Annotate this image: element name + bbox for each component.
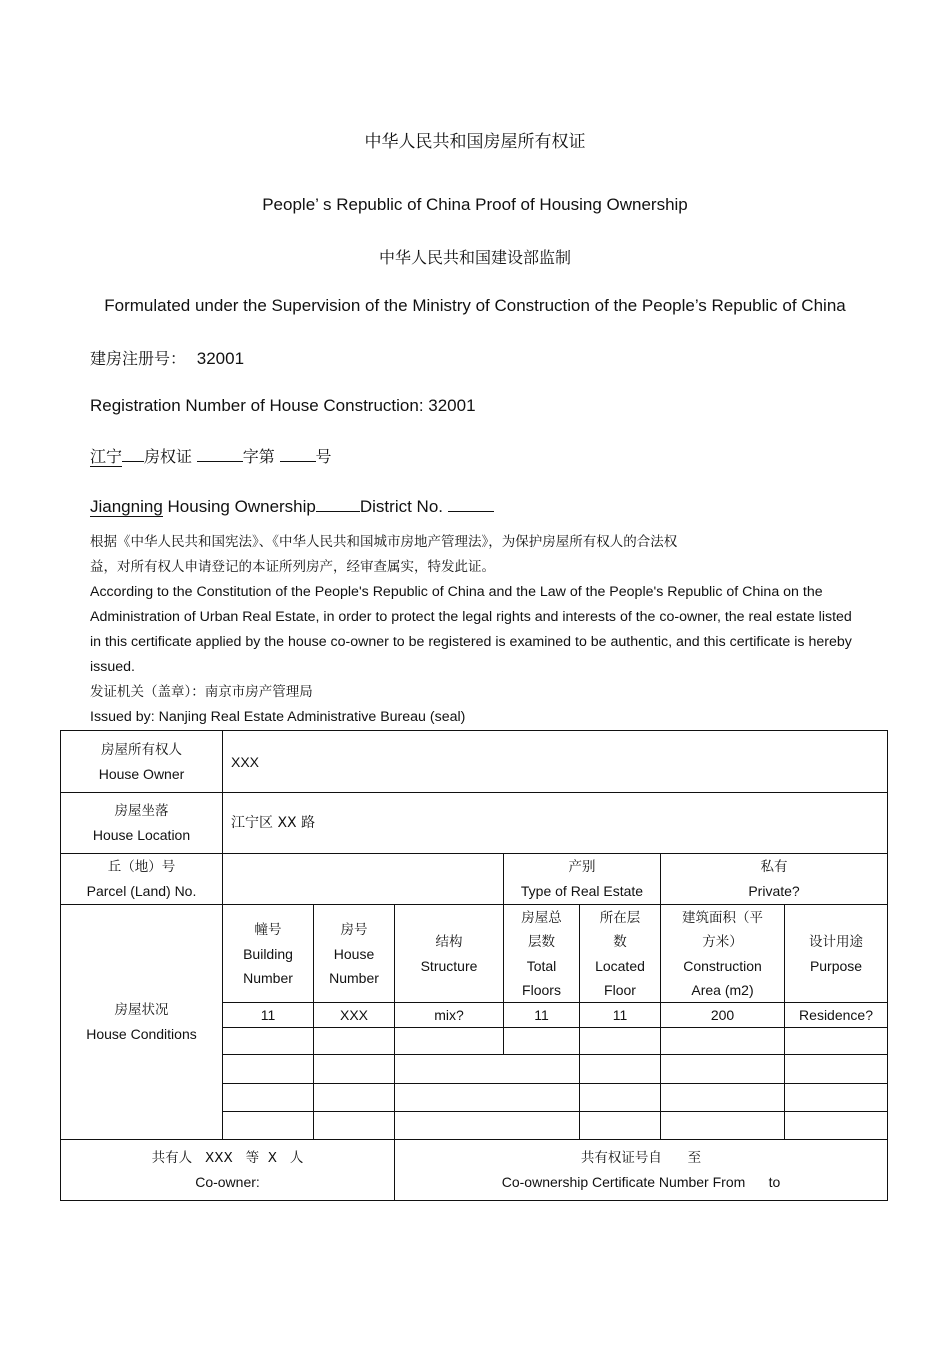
- header-building: [223, 905, 314, 1003]
- blank-line: [316, 495, 360, 512]
- header-purpose-en: Purpose: [809, 957, 863, 974]
- header-house-cn: 房号: [340, 921, 368, 938]
- header-structure-en: Structure: [420, 957, 478, 974]
- location-label-cn: 房屋坐落: [114, 803, 169, 819]
- empty-cell: [223, 1028, 314, 1055]
- empty-cell: [314, 1084, 395, 1112]
- location-value: 江宁区 XX 路: [223, 793, 888, 854]
- cell-located-floor: 11: [580, 1003, 661, 1028]
- header-building-en2: Number: [243, 969, 293, 986]
- zi-di-cn: 字第: [242, 447, 275, 466]
- blank-line: [122, 445, 144, 462]
- title-english: People’ s Republic of China Proof of Housing Ownership: [262, 195, 688, 214]
- empty-cell: [314, 1112, 395, 1140]
- private-cn: 私有: [760, 859, 788, 875]
- empty-cell: [223, 1084, 314, 1112]
- header-structure-cn: 结构: [435, 933, 463, 950]
- private-en: Private?: [748, 883, 800, 899]
- coowner-cert-cn: 共有权证号自 至: [580, 1150, 702, 1166]
- header-purpose-cn: 设计用途: [809, 933, 864, 950]
- location-label-en: House Location: [92, 827, 191, 843]
- parcel-row: [61, 854, 888, 905]
- header-area-cn1: 建筑面积（平: [682, 909, 763, 926]
- empty-cell: [661, 1112, 785, 1140]
- issuer-en: Issued by: Nanjing Real Estate Administrative Bureau (seal): [90, 709, 466, 725]
- header-area-cn2: 方米）: [702, 933, 743, 950]
- owner-value: XXX: [223, 731, 888, 793]
- parcel-label: [61, 854, 223, 905]
- ownership-cert-cn: 房权证: [144, 447, 193, 466]
- district-no-en: District No.: [359, 497, 443, 516]
- empty-cell: [395, 1084, 580, 1112]
- owner-label-cn: 房屋所有权人: [101, 741, 182, 758]
- header-located-en1: Located: [595, 957, 645, 974]
- header-building-en1: Building: [243, 945, 293, 962]
- header-purpose: [785, 905, 888, 1003]
- district-cn: 江宁: [90, 447, 123, 466]
- blank-line: [197, 445, 243, 462]
- registration-label-cn: 建房注册号：: [90, 349, 187, 368]
- parcel-label-cn: 丘（地）号: [107, 859, 176, 875]
- blank-line: [280, 445, 316, 462]
- empty-cell: [314, 1028, 395, 1055]
- owner-label-en: House Owner: [98, 765, 185, 782]
- coowner-row: [61, 1140, 888, 1201]
- header-floors-cn2: 层数: [528, 933, 555, 950]
- empty-cell: [223, 1055, 314, 1084]
- issuer-cn: 发证机关（盖章）：南京市房产管理局: [90, 684, 313, 700]
- cell-structure: mix?: [395, 1003, 504, 1028]
- cell-building: 11: [223, 1003, 314, 1028]
- empty-cell: [580, 1055, 661, 1084]
- coowner-cert: [395, 1140, 888, 1201]
- header-located-cn2: 数: [613, 933, 627, 950]
- empty-cell: [395, 1055, 580, 1084]
- coowner-label-en: Co-owner:: [195, 1174, 260, 1190]
- empty-cell: [785, 1112, 888, 1140]
- registration-en: Registration Number of House Construction: 32001: [90, 396, 476, 415]
- parcel-label-en: Parcel (Land) No.: [86, 883, 197, 899]
- statement-cn-line2: 益，对所有权人申请登记的本证所列房产，经审查属实，特发此证。: [90, 559, 495, 575]
- empty-cell: [395, 1112, 580, 1140]
- conditions-label-cn: 房屋状况: [114, 1002, 169, 1018]
- cell-purpose: Residence?: [785, 1003, 888, 1028]
- conditions-label-en: House Conditions: [86, 1026, 197, 1042]
- header-area-en1: Construction: [683, 957, 762, 974]
- empty-cell: [223, 1112, 314, 1140]
- empty-cell: [580, 1028, 661, 1055]
- conditions-label: [61, 905, 223, 1140]
- cell-house: XXX: [314, 1003, 395, 1028]
- coowner-cert-en: Co-ownership Certificate Number From to: [501, 1174, 781, 1190]
- registration-number-cn: 32001: [196, 349, 245, 368]
- header-total-floors: [504, 905, 580, 1003]
- header-floors-cn1: 房屋总: [521, 909, 562, 926]
- cell-area: 200: [661, 1003, 785, 1028]
- blank-line: [448, 495, 494, 512]
- header-area: [661, 905, 785, 1003]
- statement: [90, 530, 860, 730]
- certificate-number-en: [90, 495, 494, 517]
- title-chinese: 中华人民共和国房屋所有权证: [364, 132, 586, 152]
- type-label: [504, 854, 661, 905]
- hao-cn: 号: [315, 447, 332, 466]
- empty-cell: [785, 1055, 888, 1084]
- header-located-floor: [580, 905, 661, 1003]
- owner-row: [61, 731, 888, 793]
- header-floors-en1: Total: [526, 957, 557, 974]
- empty-cell: [314, 1055, 395, 1084]
- header-structure: [395, 905, 504, 1003]
- private-value: [661, 854, 888, 905]
- empty-cell: [580, 1112, 661, 1140]
- type-label-cn: 产别: [568, 859, 596, 875]
- cell-total-floors: 11: [504, 1003, 580, 1028]
- empty-cell: [580, 1084, 661, 1112]
- registration-cn: [90, 346, 244, 369]
- coowner-label-cn: 共有人 XXX 等 X 人: [151, 1150, 304, 1166]
- header-area-en2: Area (m2): [691, 981, 754, 998]
- header-building-cn: 幢号: [254, 921, 282, 938]
- parcel-value: [223, 854, 504, 905]
- coowner-label: [61, 1140, 395, 1201]
- empty-cell: [785, 1028, 888, 1055]
- statement-en: According to the Constitution of the People's Republic of China and the Law of the People's Republic of China on the Administration of Urban Real Estate, in order to protect the legal rights and interests of the co-owner, the real estate listed in this certificate applied by the house co-owner to be registered is examined to be authentic, and this certificate is hereby issued.: [90, 584, 852, 675]
- district-en: Jiangning: [90, 497, 163, 516]
- certificate-number-cn: [90, 444, 332, 467]
- header-house-en2: Number: [329, 969, 379, 986]
- empty-cell: [785, 1084, 888, 1112]
- header-floors-en2: Floors: [522, 981, 561, 998]
- type-label-en: Type of Real Estate: [520, 883, 644, 899]
- empty-cell: [395, 1028, 504, 1055]
- supervision-english: Formulated under the Supervision of the Ministry of Construction of the People’s Republic of China: [104, 296, 846, 315]
- empty-cell: [661, 1055, 785, 1084]
- header-house-en1: House: [333, 945, 375, 962]
- conditions-header-row: [61, 905, 888, 1003]
- owner-label: [61, 731, 223, 793]
- empty-cell: [661, 1028, 785, 1055]
- statement-cn-line1: 根据《中华人民共和国宪法》、《中华人民共和国城市房地产管理法》，为保护房屋所有权人的合法权: [90, 534, 678, 550]
- empty-cell: [661, 1084, 785, 1112]
- supervision-chinese: 中华人民共和国建设部监制: [378, 248, 571, 267]
- ownership-table: [60, 730, 888, 1201]
- empty-cell: [504, 1028, 580, 1055]
- header-house: [314, 905, 395, 1003]
- header-located-en2: Floor: [604, 981, 636, 998]
- ownership-en: Housing Ownership: [167, 497, 316, 516]
- location-label: [61, 793, 223, 854]
- location-row: [61, 793, 888, 854]
- header-located-cn1: 所在层: [599, 909, 641, 926]
